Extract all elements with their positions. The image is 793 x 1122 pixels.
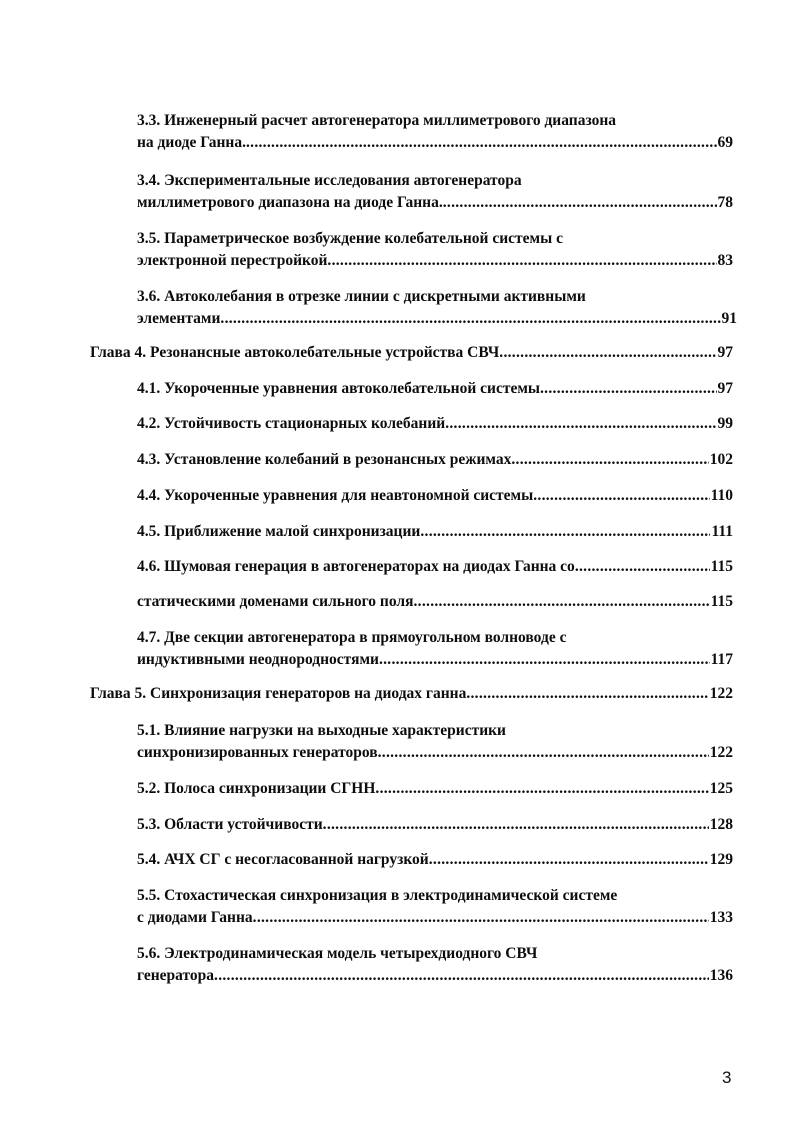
- dot-leader: [429, 849, 709, 871]
- toc-entry-leader-line: [137, 485, 733, 507]
- dot-leader: [379, 649, 710, 671]
- toc-entry[interactable]: [137, 110, 733, 153]
- dot-leader: [443, 192, 717, 214]
- toc-entry-leader-line: [137, 907, 733, 929]
- dot-leader: [323, 814, 709, 836]
- dot-leader: [575, 556, 710, 578]
- toc-entry-leader-line: [137, 649, 733, 671]
- dot-leader: [253, 907, 709, 929]
- toc-entry-title: генератора: [137, 966, 215, 984]
- toc-entry-page: 133: [709, 908, 733, 926]
- toc-entry-page: 128: [709, 816, 733, 833]
- toc-entry-page: 91: [721, 309, 737, 327]
- toc-entry[interactable]: [137, 591, 733, 613]
- toc-entry-title-line: 5.5. Стохастическая синхронизация в электродинамической системе: [137, 887, 618, 904]
- toc-entry-title: статическими доменами сильного поля: [137, 593, 414, 610]
- dot-leader: [414, 591, 710, 613]
- toc-entry-leader-line: [137, 250, 733, 272]
- toc-entry-leader-line: [90, 683, 733, 705]
- toc-entry-title: индуктивными неоднородностями: [137, 650, 379, 668]
- toc-entry-page: 125: [709, 780, 733, 797]
- toc-entry-page: 117: [710, 650, 733, 668]
- toc-entry-page: 102: [709, 451, 733, 468]
- toc-entry[interactable]: [137, 627, 733, 670]
- toc-entry-leader-line: [90, 342, 733, 364]
- toc-entry[interactable]: [90, 683, 733, 705]
- toc-entry[interactable]: [137, 943, 733, 986]
- toc-entry-leader-line: [137, 742, 733, 764]
- toc-entry-title-line: 3.4. Экспериментальные исследования автогенератора: [137, 172, 522, 189]
- dot-leader: [533, 485, 709, 507]
- toc-entry-page: 83: [717, 251, 733, 269]
- toc-entry[interactable]: [137, 849, 733, 871]
- toc-entry-title: элементами: [137, 309, 221, 327]
- toc-entry[interactable]: [137, 885, 733, 928]
- toc-entry-title-line: 3.5. Параметрическое возбуждение колебательной системы с: [137, 230, 563, 247]
- toc-entry-leader-line: [137, 308, 737, 330]
- toc-entry-title: 4.2. Устойчивость стационарных колебаний: [137, 415, 446, 432]
- toc-entry-title: 4.6. Шумовая генерация в автогенераторах на диодах Ганна со: [137, 558, 575, 575]
- toc-entry-title-line: 4.7. Две секции автогенератора в прямоугольном волноводе с: [137, 629, 567, 646]
- toc-entry-title: 5.4. АЧХ СГ с несогласованной нагрузкой: [137, 851, 429, 868]
- toc-entry-title: 5.3. Области устойчивости: [137, 816, 323, 833]
- toc-entry-title: 5.2. Полоса синхронизации СГНН: [137, 780, 376, 797]
- toc-entry[interactable]: [137, 720, 733, 763]
- dot-leader: [220, 308, 720, 330]
- toc-entry[interactable]: [137, 521, 733, 543]
- toc-entry-title: Глава 4. Резонансные автоколебательные устройства СВЧ: [90, 344, 500, 361]
- toc-entry-title-line: 5.6. Электродинамическая модель четырехдиодного СВЧ: [137, 945, 538, 962]
- toc-entry[interactable]: [137, 378, 733, 400]
- toc-entry-page: 97: [717, 344, 733, 361]
- toc-entry-title-line: 3.3. Инженерный расчет автогенератора миллиметрового диапазона: [137, 112, 617, 129]
- toc-entry-title: на диоде Ганна.: [137, 133, 246, 151]
- toc-entry-leader-line: [137, 192, 733, 214]
- toc-entry[interactable]: [137, 228, 733, 271]
- toc-entry-leader-line: [137, 849, 733, 871]
- toc-entry[interactable]: [137, 449, 733, 471]
- toc-entry-title: электронной перестройкой: [137, 251, 328, 269]
- dot-leader: [420, 521, 710, 543]
- toc-entry-leader-line: [137, 814, 733, 836]
- toc-entry-page: 78: [717, 193, 733, 211]
- toc-entry[interactable]: [137, 286, 737, 329]
- toc-entry-leader-line: [137, 378, 733, 400]
- toc-entry-leader-line: [137, 591, 733, 613]
- toc-entry-page: 115: [710, 558, 733, 575]
- toc-entry-title: 4.5. Приближение малой синхронизации: [137, 523, 421, 540]
- toc-entry-page: 122: [709, 743, 733, 761]
- toc-entry[interactable]: [137, 485, 733, 507]
- dot-leader: [327, 250, 716, 272]
- toc-entry-page: 99: [717, 415, 733, 432]
- toc-entry-leader-line: [137, 778, 733, 800]
- toc-entry-title: синхронизированных генераторов: [137, 743, 378, 761]
- toc-entry-page: 110: [710, 487, 733, 504]
- toc-entry[interactable]: [137, 170, 733, 213]
- toc-entry-title: 4.3. Установление колебаний в резонансных режимах: [137, 451, 512, 468]
- toc-entry-title: с диодами Ганна: [137, 908, 253, 926]
- dot-leader: [246, 132, 717, 154]
- toc-entry-page: 122: [709, 685, 733, 702]
- toc-entry[interactable]: [137, 814, 733, 836]
- dot-leader: [511, 449, 708, 471]
- toc-entry[interactable]: [137, 556, 733, 578]
- toc-entry-leader-line: [137, 521, 733, 543]
- dot-leader: [540, 378, 717, 400]
- toc-entry[interactable]: [137, 413, 733, 435]
- toc-entry-leader-line: [137, 132, 733, 154]
- toc-entry[interactable]: [90, 342, 733, 364]
- dot-leader: [378, 742, 709, 764]
- toc-entry-leader-line: [137, 449, 733, 471]
- toc-entry-page: 69: [717, 133, 733, 151]
- dot-leader: [466, 683, 708, 705]
- toc-entry-page: 97: [717, 380, 733, 397]
- page-number: 3: [722, 1068, 732, 1087]
- toc-entry-leader-line: [137, 413, 733, 435]
- toc-entry-page: 115: [710, 593, 733, 610]
- toc-entry-title: Глава 5. Синхронизация генераторов на диодах ганна: [90, 685, 467, 702]
- toc-entry-page: 136: [709, 966, 733, 984]
- toc-entry-page: 111: [711, 523, 733, 540]
- toc-entry-title-line: 5.1. Влияние нагрузки на выходные характеристики: [137, 722, 506, 739]
- toc-entry-title-line: 3.6. Автоколебания в отрезке линии с дискретными активными: [137, 288, 586, 305]
- dot-leader: [499, 342, 716, 364]
- toc-entry-leader-line: [137, 556, 733, 578]
- toc-entry-title: миллиметрового диапазона на диоде Ганна.: [137, 193, 443, 211]
- dot-leader: [375, 778, 708, 800]
- dot-leader: [445, 413, 716, 435]
- toc-entry-page: 129: [709, 851, 733, 868]
- toc-entry[interactable]: [137, 778, 733, 800]
- dot-leader: [214, 965, 709, 987]
- toc-entry-title: 4.4. Укороченные уравнения для неавтономной системы: [137, 487, 534, 504]
- toc-entry-title: 4.1. Укороченные уравнения автоколебательной системы: [137, 380, 540, 397]
- toc-entry-leader-line: [137, 965, 733, 987]
